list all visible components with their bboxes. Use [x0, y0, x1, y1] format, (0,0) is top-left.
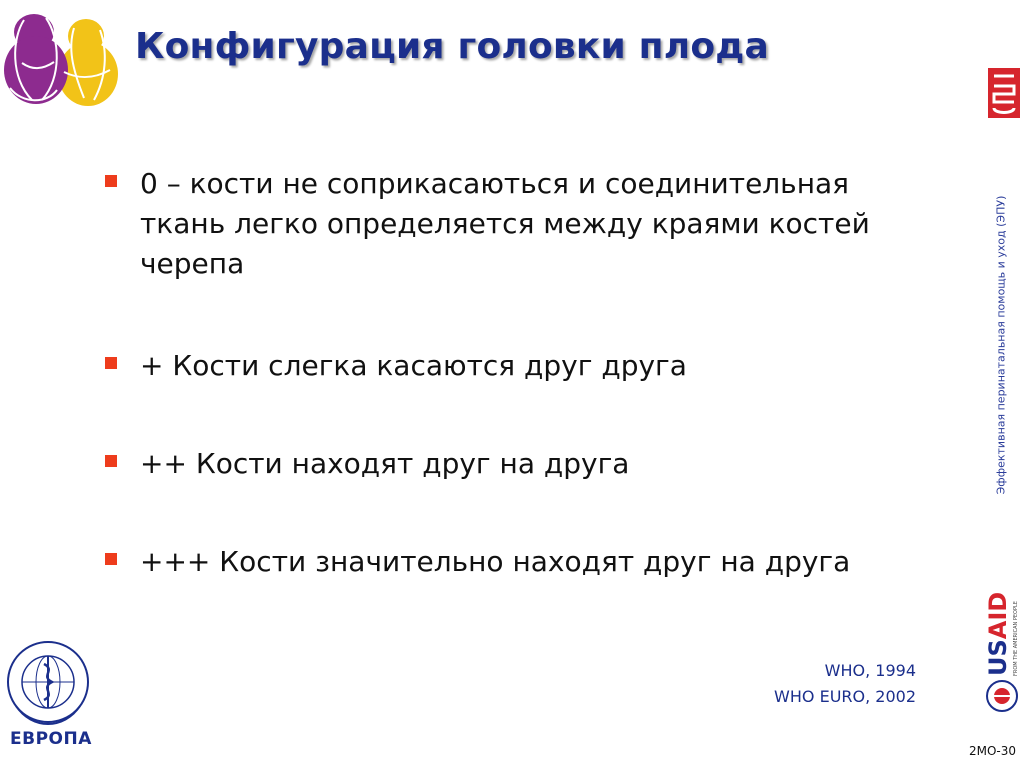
jsi-logo-icon	[988, 68, 1020, 118]
bullet-text: 0 – кости не соприкасаються и соединительная ткань легко определяется между краями костей черепа	[140, 167, 870, 280]
who-europe-label: ЕВРОПА	[10, 729, 92, 749]
program-vertical-label: Эффективная перинатальная помощь и уход (ЭПУ)	[994, 195, 1008, 495]
bullet-text: +++ Кости значительно находят друг на друга	[140, 545, 851, 578]
square-bullet-icon	[105, 175, 117, 187]
mother-child-logo-icon	[2, 8, 122, 108]
bullet-text: + Кости слегка касаются друг друга	[140, 349, 687, 382]
square-bullet-icon	[105, 357, 117, 369]
slide-number: 2МО-30	[968, 744, 1016, 758]
references	[774, 658, 916, 710]
bullet-text: ++ Кости находят друг на друга	[140, 447, 630, 480]
reference-line: WHO, 1994	[824, 661, 916, 680]
square-bullet-icon	[105, 553, 117, 565]
reference-line: WHO EURO, 2002	[774, 687, 916, 706]
usaid-logo-icon	[984, 578, 1022, 718]
square-bullet-icon	[105, 455, 117, 467]
svg-text:USAID: USAID	[984, 591, 1012, 676]
slide-title: Конфигурация головки плода	[135, 26, 770, 67]
svg-text:FROM THE AMERICAN PEOPLE: FROM THE AMERICAN PEOPLE	[1013, 601, 1019, 676]
